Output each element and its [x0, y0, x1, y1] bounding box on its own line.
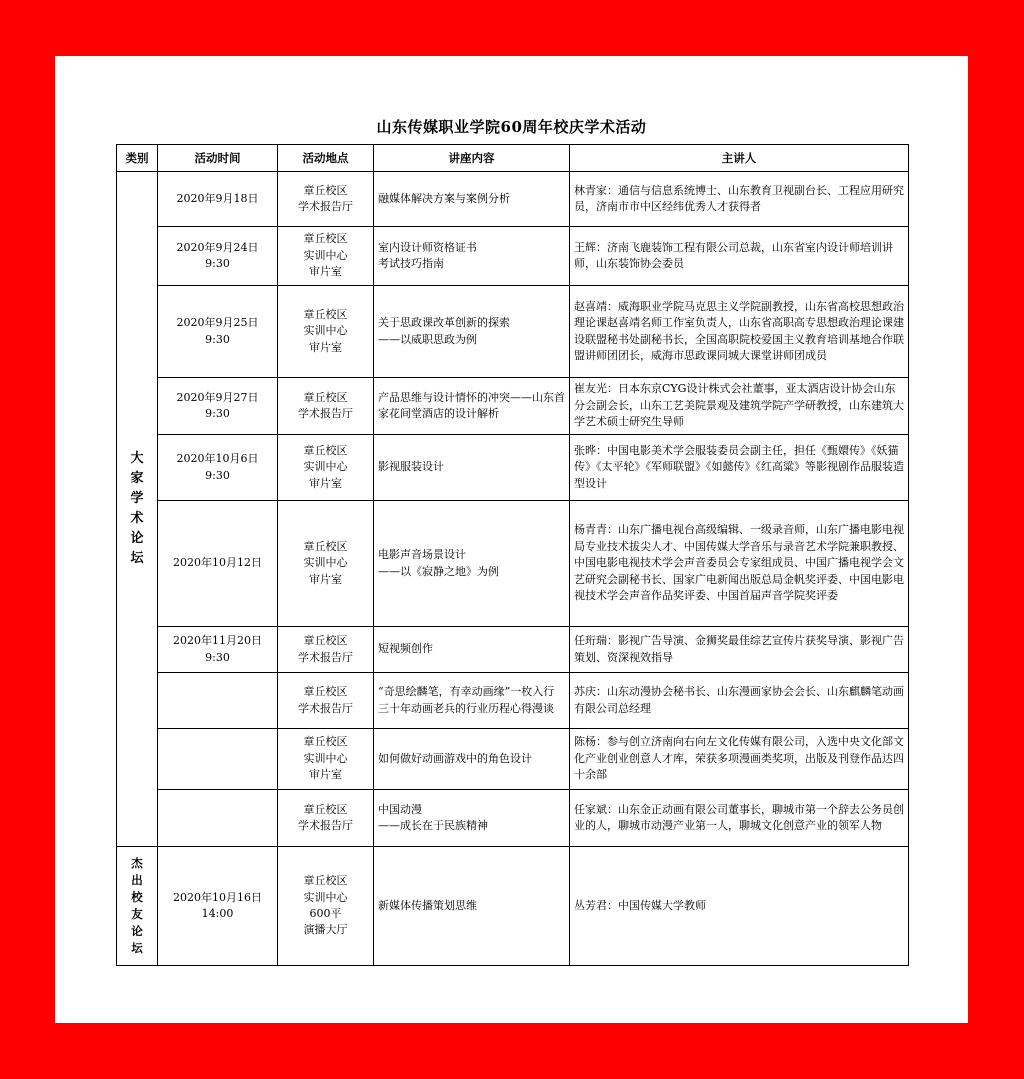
table-row — [117, 435, 909, 501]
location-cell: 章丘校区 实训中心 600平 演播大厅 — [278, 847, 374, 966]
speaker-cell: 王辉：济南飞鹿装饰工程有限公司总裁，山东省室内设计师培训讲师，山东装饰协会委员 — [570, 227, 909, 286]
time-cell — [158, 729, 278, 790]
header-category: 类别 — [117, 145, 158, 172]
time-cell: 2020年10月16日 14:00 — [158, 847, 278, 966]
content-cell: 如何做好动画游戏中的角色设计 — [374, 729, 570, 790]
time-cell: 2020年9月27日 9:30 — [158, 378, 278, 435]
location-cell: 章丘校区 实训中心 审片室 — [278, 729, 374, 790]
category-cell: 大 家 学 术 论 坛 — [117, 172, 158, 847]
location-cell: 章丘校区 学术报告厅 — [278, 378, 374, 435]
content-cell: 产品思维与设计情怀的冲突——山东首家花间堂酒店的设计解析 — [374, 378, 570, 435]
time-cell: 2020年11月20日 9:30 — [158, 627, 278, 673]
speaker-cell: 苏庆：山东动漫协会秘书长、山东漫画家协会会长、山东麒麟笔动画有限公司总经理 — [570, 673, 909, 729]
table-row — [117, 673, 909, 729]
speaker-cell: 赵喜靖：威海职业学院马克思主义学院副教授，山东省高校思想政治理论课赵喜靖名师工作室负责人，山东省高职高专思想政治理论课建设联盟秘书处副秘书长，全国高职院校爱国主义教育培训基地合作联盟讲师团团长，威海市思政课同城大课堂讲师团成员 — [570, 286, 909, 378]
speaker-cell: 杨青青：山东广播电视台高级编辑、一级录音师，山东广播电影电视局专业技术拔尖人才、中国传媒大学音乐与录音艺术学院兼职教授、中国电影电视技术学会声音委员会专家组成员、中国广播电视学会文艺研究会副秘书长、国家广电新闻出版总局金帆奖评委、中国电影电视技术学会声音作品奖评委、中国首届声音学院奖评委 — [570, 501, 909, 627]
speaker-cell: 任家斌：山东金正动画有限公司董事长，聊城市第一个辞去公务员创业的人，聊城市动漫产业第一人，聊城文化创意产业的领军人物 — [570, 790, 909, 847]
time-cell — [158, 673, 278, 729]
content-cell: 新媒体传播策划思维 — [374, 847, 570, 966]
table-row — [117, 227, 909, 286]
location-cell: 章丘校区 学术报告厅 — [278, 673, 374, 729]
header-time: 活动时间 — [158, 145, 278, 172]
table-row — [117, 790, 909, 847]
header-content: 讲座内容 — [374, 145, 570, 172]
table-header-row — [117, 145, 909, 172]
speaker-cell: 陈杨：参与创立济南向右向左文化传媒有限公司，入选中央文化部文化产业创业创意人才库，荣获多项漫画类奖项，出版及刊登作品达四十余部 — [570, 729, 909, 790]
time-cell: 2020年10月6日 9:30 — [158, 435, 278, 501]
category-cell: 杰 出 校 友 论 坛 — [117, 847, 158, 966]
table-row — [117, 378, 909, 435]
table-row — [117, 501, 909, 627]
location-cell: 章丘校区 学术报告厅 — [278, 790, 374, 847]
content-cell: 融媒体解决方案与案例分析 — [374, 172, 570, 227]
time-cell — [158, 790, 278, 847]
location-cell: 章丘校区 实训中心 审片室 — [278, 501, 374, 627]
location-cell: 章丘校区 实训中心 审片室 — [278, 286, 374, 378]
table-row — [117, 627, 909, 673]
activity-table — [116, 144, 909, 966]
header-location: 活动地点 — [278, 145, 374, 172]
table-row — [117, 286, 909, 378]
speaker-cell: 林青家：通信与信息系统博士、山东教育卫视副台长、工程应用研究员，济南市市中区经纬优秀人才获得者 — [570, 172, 909, 227]
speaker-cell: 崔友光：日本东京CYG设计株式会社董事，亚太酒店设计协会山东分会副会长，山东工艺美院景观及建筑学院产学研教授，山东建筑大学艺术硕士研究生导师 — [570, 378, 909, 435]
document-sheet — [55, 56, 968, 1023]
time-cell: 2020年10月12日 — [158, 501, 278, 627]
speaker-cell: 张晔：中国电影美术学会服装委员会副主任，担任《甄嬛传》《妖猫传》《太平轮》《军师联盟》《如懿传》《红高粱》等影视剧作品服装造型设计 — [570, 435, 909, 501]
content-cell: 短视频创作 — [374, 627, 570, 673]
speaker-cell: 丛芳君：中国传媒大学教师 — [570, 847, 909, 966]
table-row — [117, 729, 909, 790]
location-cell: 章丘校区 学术报告厅 — [278, 172, 374, 227]
location-cell: 章丘校区 实训中心 审片室 — [278, 435, 374, 501]
time-cell: 2020年9月18日 — [158, 172, 278, 227]
content-cell: 关于思政课改革创新的探索 ——以威职思政为例 — [374, 286, 570, 378]
content-cell: 中国动漫 ——成长在于民族精神 — [374, 790, 570, 847]
content-cell: 电影声音场景设计 ——以《寂静之地》为例 — [374, 501, 570, 627]
page-title: 山东传媒职业学院60周年校庆学术活动 — [376, 118, 647, 136]
content-cell: “奇思绘麟笔，有幸动画缘”一枚入行三十年动画老兵的行业历程心得漫谈 — [374, 673, 570, 729]
table-row — [117, 172, 909, 227]
content-cell: 室内设计师资格证书 考试技巧指南 — [374, 227, 570, 286]
speaker-cell: 任珩瑞：影视广告导演、金狮奖最佳综艺宣传片获奖导演、影视广告策划、资深视效指导 — [570, 627, 909, 673]
header-speaker: 主讲人 — [570, 145, 909, 172]
time-cell: 2020年9月25日 9:30 — [158, 286, 278, 378]
table-row — [117, 847, 909, 966]
location-cell: 章丘校区 学术报告厅 — [278, 627, 374, 673]
location-cell: 章丘校区 实训中心 审片室 — [278, 227, 374, 286]
content-cell: 影视服装设计 — [374, 435, 570, 501]
time-cell: 2020年9月24日 9:30 — [158, 227, 278, 286]
